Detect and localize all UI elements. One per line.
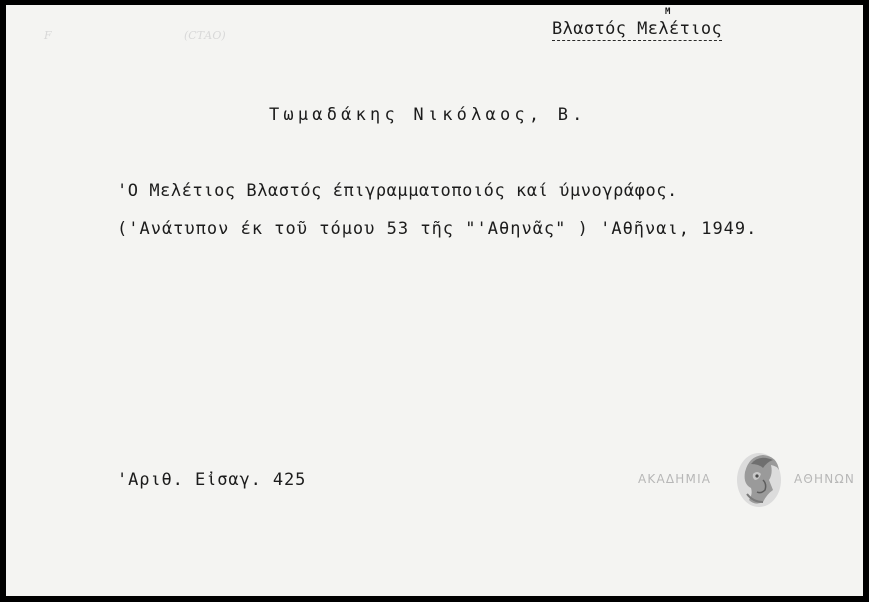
catalog-card xyxy=(6,5,863,596)
watermark-right-text: ΑΘΗΝΩΝ xyxy=(794,472,856,486)
author-line: Τωμαδάκης Νικόλαος, Β. xyxy=(269,105,587,125)
faint-mark-right: (СТАО) xyxy=(184,29,226,42)
athena-head-icon xyxy=(733,450,785,510)
reprint-line: ('Ανάτυπον έκ τοῦ τόμου 53 τῆς "'Αθηνᾶς" ) 'Αθῆναι, 1949. xyxy=(117,219,758,239)
faint-mark-left: F xyxy=(44,29,52,42)
subject-heading: Βλαστός Μελέτιος xyxy=(552,19,723,39)
accession-number: 'Αριθ. Εἰσαγ. 425 xyxy=(117,470,307,490)
watermark-left-text: ΑΚΑΔΗΜΙΑ xyxy=(638,472,712,486)
heading-correction-mark: M xyxy=(665,7,671,17)
academy-watermark xyxy=(636,448,863,512)
title-line: 'Ο Μελέτιος Βλαστός έπιγραμματοποιός καί ύμνογράφος. xyxy=(117,181,678,201)
